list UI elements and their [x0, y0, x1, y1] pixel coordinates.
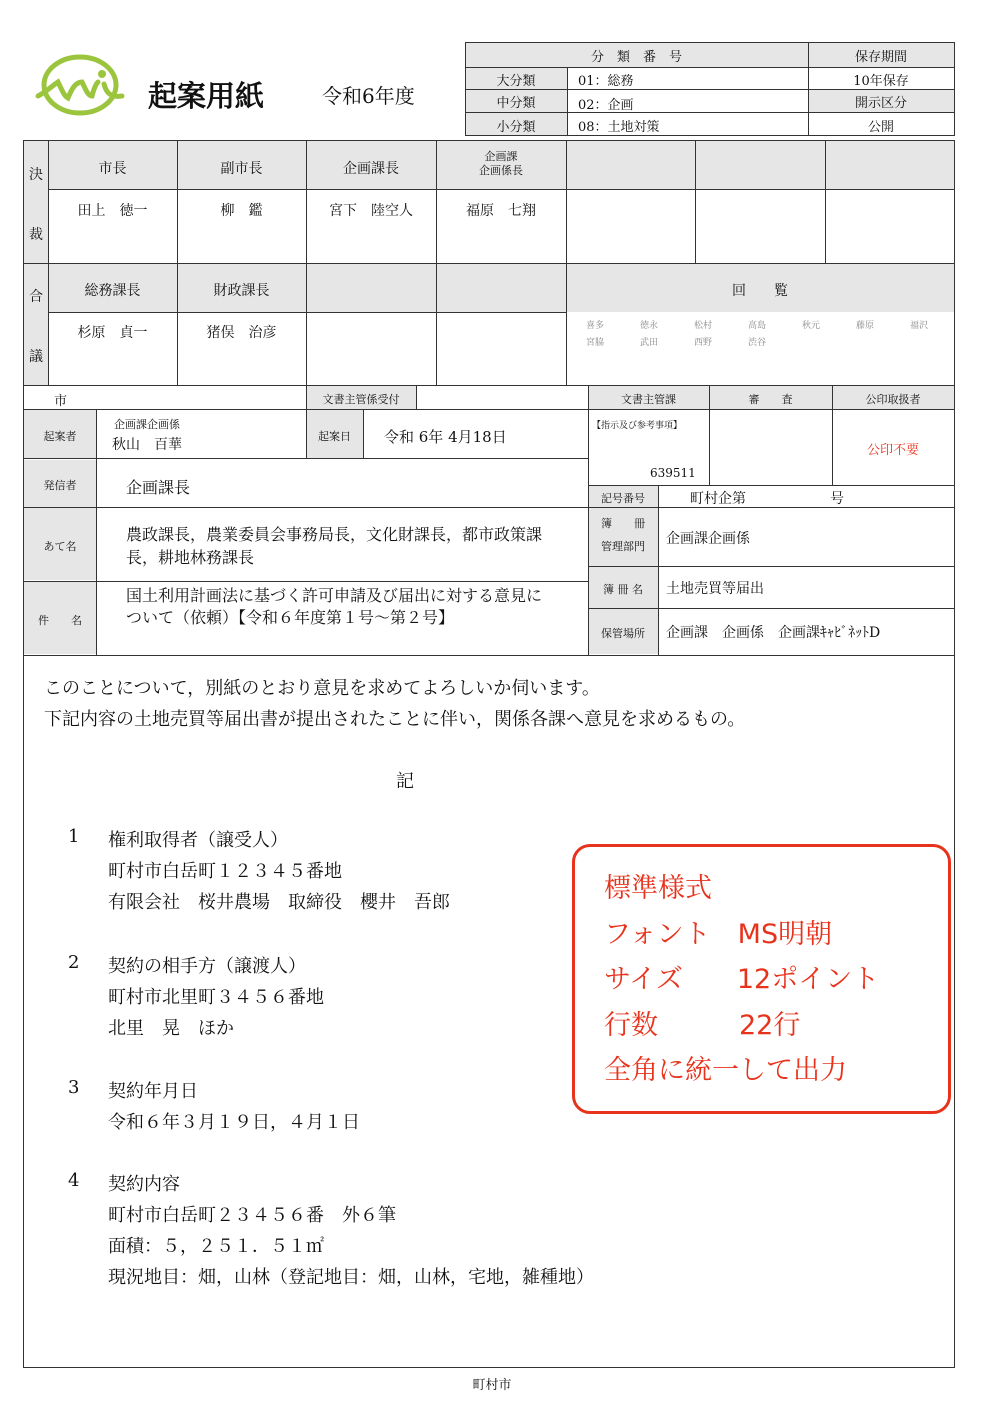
item-line: 契約内容 [108, 1174, 180, 1195]
body-intro-1: このことについて，別紙のとおり意見を求めてよろしいか伺います。 [44, 678, 600, 699]
class-small-label: 小分類 [496, 120, 536, 135]
approver-title-planning-head: 企画課長 [343, 161, 399, 177]
kessai-label-1: 決 [29, 167, 43, 183]
class-large-value: 01：総務 [578, 74, 634, 89]
addressee-label: あて名 [43, 540, 77, 553]
retention-value: 10年保存 [853, 74, 909, 89]
class-medium-value: 02：企画 [578, 98, 634, 113]
item-number: 3 [68, 1077, 80, 1098]
ledger-dept-label-1: 簿 冊 [601, 517, 645, 530]
kairan-names [566, 318, 954, 358]
subject-value: 国土利用計画法に基づく許可申請及び届出に対する意見について（依頼）【令和６年度第１号～第２号】 [126, 586, 543, 627]
item-line: 町村市白岳町１２３４５番地 [108, 861, 342, 882]
approver-name-vice-mayor: 柳 鑑 [220, 203, 263, 219]
storage-value: 企画課 企画係 企画課ｷｬﾋﾞﾈｯﾄD [666, 625, 881, 641]
receipt-label: 文書主管係受付 [322, 393, 400, 406]
disclosure-label: 開示区分 [854, 96, 907, 111]
approver-name-mayor: 田上 徳一 [77, 203, 148, 219]
kairan-name: 藤原 [856, 321, 875, 331]
aigi-name-general: 杉原 貞一 [77, 325, 148, 341]
kairan-name: 秋元 [802, 321, 821, 331]
approver-title-vice-mayor: 副市長 [220, 161, 263, 177]
aigi-label-2: 議 [29, 349, 43, 365]
symbol-label: 記号番号 [601, 492, 645, 505]
style-note-line: 行数 22行 [604, 1009, 801, 1041]
ledger-dept-label-2: 管理部門 [601, 540, 645, 553]
page-title: 起案用紙 [148, 79, 265, 113]
item-number: 1 [68, 826, 80, 847]
class-small-value: 08：土地対策 [578, 120, 660, 135]
kairan-name: 福沢 [910, 321, 929, 331]
style-note-line: サイズ 12ポイント [604, 964, 880, 995]
style-note-line: 全角に統一して出力 [604, 1055, 847, 1086]
approver-name-planning-chief: 福原 七翔 [466, 203, 536, 219]
kessai-label-2: 裁 [29, 227, 43, 243]
kairan-label: 回 覧 [732, 283, 788, 299]
approver-title-planning-chief: 企画課 企画係長 [479, 150, 523, 177]
kairan-name: 徳永 [640, 321, 659, 331]
symbol-value: 町村企第 号 [690, 491, 844, 507]
approver-title-mayor: 市長 [98, 161, 127, 177]
classification-header: 分 類 番 号 [590, 50, 682, 65]
body-ki: 記 [396, 771, 414, 792]
kairan-name: 松村 [694, 321, 713, 331]
sender-label: 発信者 [43, 479, 77, 492]
class-large-label: 大分類 [496, 74, 536, 89]
kairan-name: 武田 [640, 338, 659, 348]
kairan-name: 西野 [694, 338, 713, 348]
aigi-name-finance: 猪俣 治彦 [206, 325, 277, 341]
draft-date-label: 起案日 [318, 430, 351, 443]
item-line: 町村市白岳町２３４５６番 外６筆 [108, 1205, 396, 1226]
addressee-value: 農政課長，農業委員会事務局長，文化財課長，都市政策課長，耕地林務課長 [126, 525, 543, 567]
sender-value: 企画課長 [126, 478, 191, 497]
aigi-label-1: 合 [29, 289, 43, 305]
retention-header: 保存期間 [854, 50, 907, 65]
kairan-name: 喜多 [586, 321, 605, 331]
approver-name-planning-head: 宮下 陸空人 [329, 203, 413, 219]
ledger-name-label: 簿 冊 名 [603, 583, 643, 596]
ledger-name-value: 土地売買等届出 [666, 581, 764, 597]
item-line: 面積：５，２５１．５１㎡ [108, 1236, 324, 1257]
style-note-lines [604, 866, 944, 1094]
seal-handler-label: 公印取扱者 [865, 393, 921, 406]
kairan-name: 宮脇 [586, 338, 605, 348]
item-line: 令和６年３月１９日，４月１日 [108, 1112, 360, 1133]
body-intro-2: 下記内容の土地売買等届出書が提出されたことに伴い，関係各課へ意見を求めるもの。 [44, 709, 746, 730]
item-line: 北里 晃 ほか [108, 1018, 234, 1039]
footer-city: 町村市 [472, 1378, 512, 1393]
item-line: 契約の相手方（譲渡人） [108, 956, 306, 977]
style-note-line: 標準様式 [604, 873, 712, 904]
item-line: 権利取得者（譲受人） [108, 830, 288, 851]
review-label: 審 査 [748, 393, 793, 406]
aigi-title-general: 総務課長 [84, 283, 141, 299]
city-label: 市 [54, 394, 68, 409]
kairan-name: 高島 [748, 321, 767, 331]
drafter-label: 起案者 [43, 430, 77, 443]
document-number: 639511 [650, 466, 696, 480]
item-line: 契約年月日 [108, 1081, 198, 1102]
storage-label: 保管場所 [601, 627, 645, 640]
instructions-label: 【指示及び参考事項】 [592, 421, 683, 431]
ledger-dept-value: 企画課企画係 [666, 531, 750, 547]
drafter-dept: 企画課企画係 [114, 418, 180, 431]
drafter-name: 秋山 百華 [112, 437, 182, 453]
fiscal-year: 令和6年度 [322, 84, 415, 108]
logo [28, 52, 132, 118]
item-line: 現況地目：畑，山林（登記地目：畑，山林，宅地，雑種地） [108, 1267, 594, 1288]
style-note-line: フォント MS明朝 [604, 918, 833, 950]
item-line: 町村市北里町３４５６番地 [108, 987, 324, 1008]
class-medium-label: 中分類 [496, 96, 536, 111]
subject-label: 件 名 [38, 614, 82, 627]
seal-status: 公印不要 [866, 443, 919, 458]
item-line: 有限会社 桜井農場 取締役 櫻井 吾郎 [108, 892, 450, 913]
item-number: 2 [68, 952, 80, 973]
item-number: 4 [68, 1170, 80, 1191]
draft-date: 令和 6年 4月18日 [384, 428, 507, 446]
main-dept-label: 文書主管課 [621, 393, 676, 406]
aigi-title-finance: 財政課長 [213, 283, 270, 299]
disclosure-value: 公開 [867, 120, 894, 135]
kairan-name: 渋谷 [748, 338, 767, 348]
